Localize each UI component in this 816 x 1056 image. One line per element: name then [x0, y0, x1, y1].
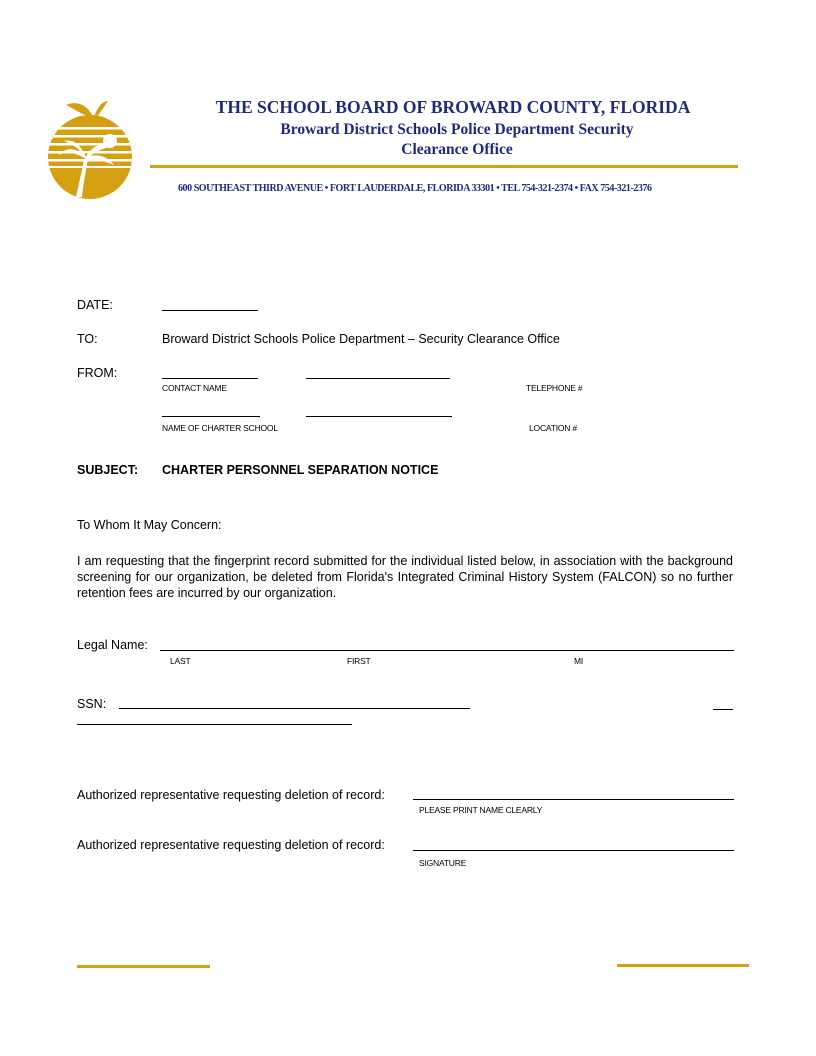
charter-school-caption: NAME OF CHARTER SCHOOL — [162, 423, 278, 433]
header-gold-rule — [150, 165, 738, 168]
last-name-caption: LAST — [170, 656, 191, 666]
date-field[interactable] — [162, 310, 258, 311]
telephone-field[interactable] — [306, 378, 450, 379]
contact-name-field[interactable] — [162, 378, 258, 379]
department-subtitle-line2: Clearance Office — [401, 141, 513, 158]
board-title: THE SCHOOL BOARD OF BROWARD COUNTY, FLORIDA — [215, 97, 691, 117]
charter-school-field[interactable] — [162, 416, 260, 417]
office-address: 600 SOUTHEAST THIRD AVENUE • FORT LAUDERDALE, FLORIDA 33301 • TEL 754-321-2374 • FAX 754-321-2376 — [178, 183, 652, 194]
ssn-label: SSN: — [77, 697, 107, 711]
date-label: DATE: — [77, 298, 113, 312]
legal-name-label: Legal Name: — [77, 638, 148, 652]
authorized-rep-label-print: Authorized representative requesting deletion of record: — [77, 788, 385, 802]
middle-initial-caption: MI — [574, 656, 584, 666]
to-label: TO: — [77, 332, 98, 346]
ssn-field[interactable] — [119, 708, 470, 709]
from-label: FROM: — [77, 366, 118, 380]
signature-field[interactable] — [413, 850, 734, 851]
request-paragraph: I am requesting that the fingerprint record submitted for the individual listed below, in association with the background screening for our organization, be deleted from Florida's Integrated Criminal History System (FALCON) so no further retention fees are incurred by our organization. — [77, 554, 733, 600]
footer-gold-rule-left — [77, 965, 210, 968]
print-name-caption: PLEASE PRINT NAME CLEARLY — [419, 805, 543, 815]
footer-gold-rule-right — [617, 964, 749, 967]
authorized-rep-label-signature: Authorized representative requesting deletion of record: — [77, 838, 385, 852]
telephone-caption: TELEPHONE # — [526, 383, 583, 393]
to-value: Broward District Schools Police Department – Security Clearance Office — [162, 332, 560, 346]
salutation: To Whom It May Concern: — [77, 518, 222, 532]
department-subtitle-line1: Broward District Schools Police Department Security — [280, 121, 634, 138]
apple-palm-logo-icon — [46, 99, 134, 201]
signature-caption: SIGNATURE — [419, 858, 467, 868]
print-name-field[interactable] — [413, 799, 734, 800]
ssn-field-end[interactable] — [713, 709, 733, 710]
school-board-logo — [46, 99, 134, 201]
first-name-caption: FIRST — [347, 656, 371, 666]
contact-name-caption: CONTACT NAME — [162, 383, 227, 393]
subject-value: CHARTER PERSONNEL SEPARATION NOTICE — [162, 463, 439, 477]
legal-name-field[interactable] — [160, 650, 734, 651]
location-caption: LOCATION # — [529, 423, 577, 433]
ssn-field-continued[interactable] — [77, 724, 352, 725]
location-field[interactable] — [306, 416, 452, 417]
subject-label: SUBJECT: — [77, 463, 139, 477]
